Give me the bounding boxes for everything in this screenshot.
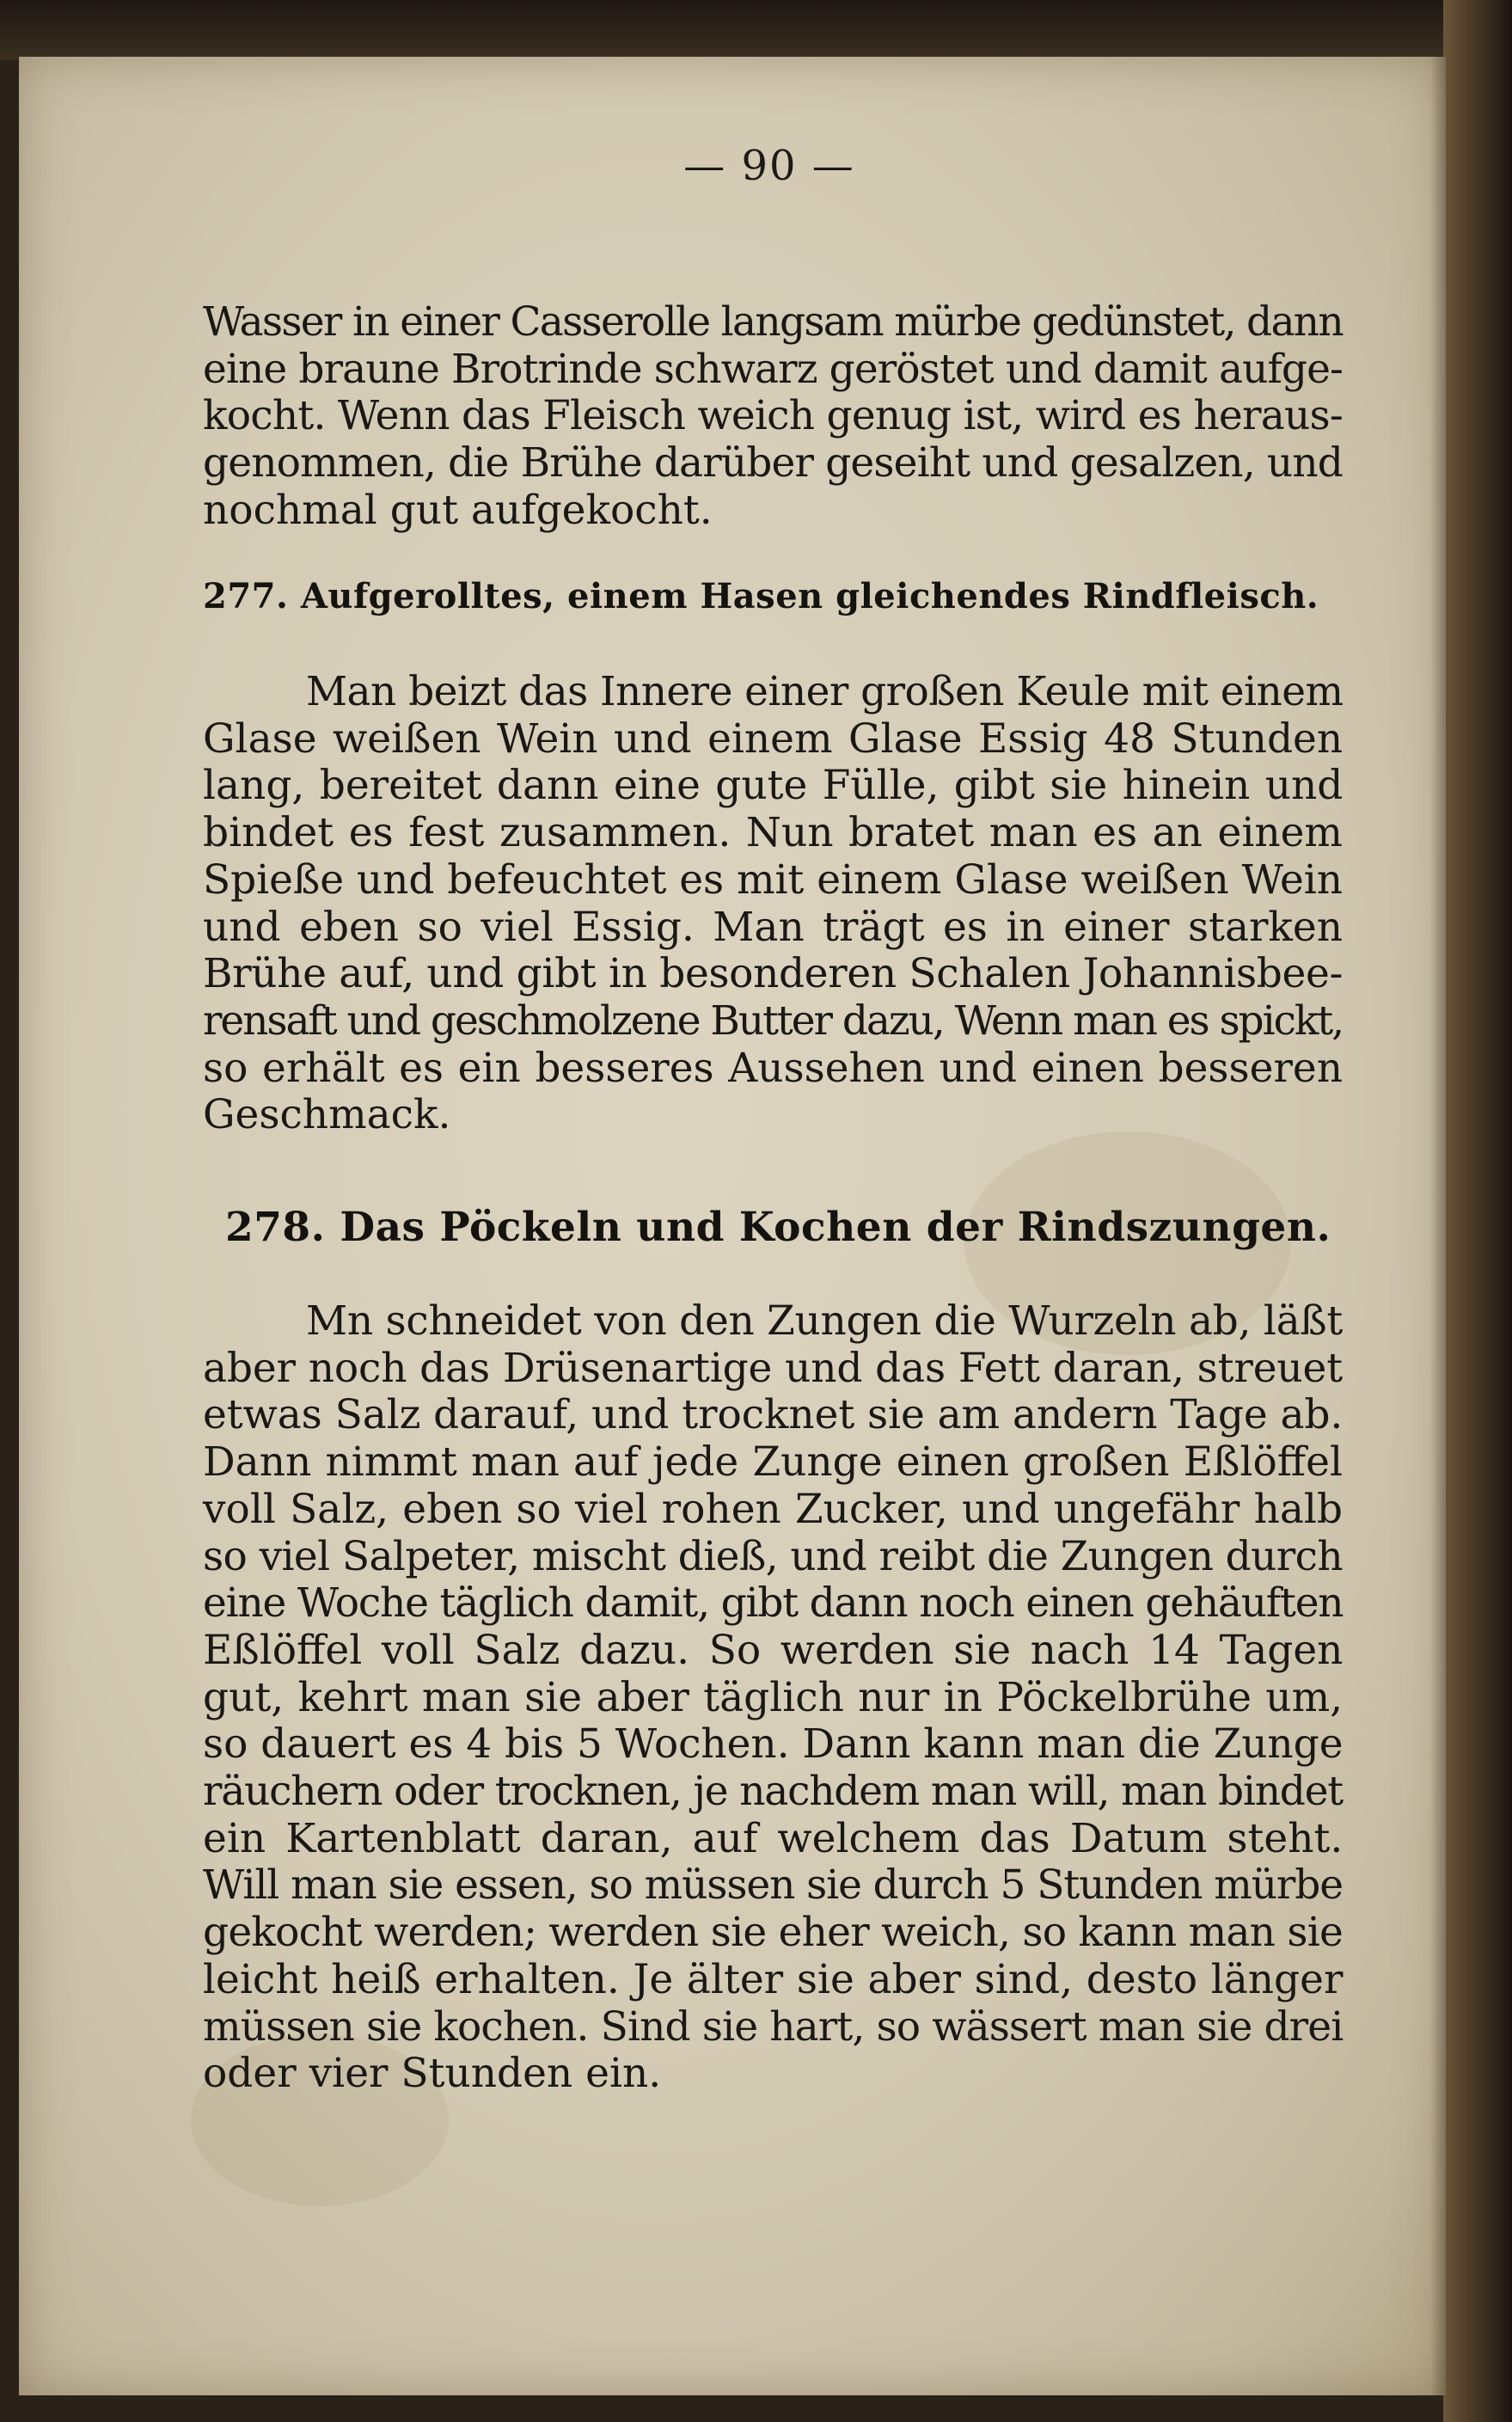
text-line: so dauert es 4 bis 5 Wochen. Dann kann man die Zunge: [203, 1720, 1344, 1769]
text-line: Eßlöffel voll Salz dazu. So werden sie nach 14 Tagen: [203, 1626, 1344, 1674]
text-line: gekocht werden; werden sie eher weich, so kann man sie: [203, 1909, 1344, 1957]
text-line: bindet es fest zusammen. Nun bratet man es an einem: [203, 809, 1343, 857]
recipe-277-body: [203, 669, 1343, 1139]
text-line: so viel Salpeter, mischt dieß, und reibt die Zungen durch: [203, 1532, 1343, 1580]
text-line: räuchern oder trocknen, je nachdem man will, man bindet: [203, 1768, 1343, 1816]
book-spine: [1443, 0, 1512, 2422]
text-line: so erhält es ein besseres Aussehen und einen besseren: [203, 1044, 1343, 1092]
text-line: und eben so viel Essig. Man trägt es in einer starken: [203, 903, 1343, 951]
intro-paragraph: [203, 299, 1343, 535]
text-line: rensaft und geschmolzene Butter dazu, Wenn man es spickt,: [203, 996, 1343, 1045]
text-line: Mn schneidet von den Zungen die Wurzeln ab, läßt: [306, 1297, 1343, 1345]
text-line: Wasser in einer Casserolle langsam mürbe gedünstet, dann: [203, 298, 1343, 346]
text-line: etwas Salz darauf, und trocknet sie am andern Tage ab.: [203, 1391, 1344, 1439]
text-line: leicht heiß erhalten. Je älter sie aber sind, desto länger: [203, 1955, 1344, 2003]
text-line: eine Woche täglich damit, gibt dann noch einen gehäuften: [203, 1579, 1344, 1628]
text-line: Man beizt das Innere einer großen Keule mit einem: [306, 668, 1344, 715]
text-line: Dann nimmt man auf jede Zunge einen großen Eßlöffel: [203, 1438, 1343, 1487]
text-line: gut, kehrt man sie aber täglich nur in Pöckelbrühe um,: [203, 1673, 1344, 1721]
text-line: Geschmack.: [203, 1091, 451, 1139]
text-line: lang, bereitet dann eine gute Fülle, gibt sie hinein und: [203, 762, 1344, 810]
text-line: müssen sie kochen. Sind sie hart, so wässert man sie drei: [203, 2002, 1344, 2051]
page-edge-shadow: [1430, 57, 1446, 2395]
recipe-277-heading: 277. Aufgerolltes, einem Hasen gleichendes Rindfleisch.: [203, 576, 1319, 616]
text-line: ein Kartenblatt daran, auf welchem das Datum steht.: [203, 1814, 1344, 1862]
text-line: Glase weißen Wein und einem Glase Essig 48 Stunden: [203, 714, 1344, 763]
text-line: eine braune Brotrinde schwarz geröstet und damit aufge-: [203, 345, 1343, 393]
text-line: Brühe auf, und gibt in besonderen Schalen Johannisbee-: [203, 950, 1343, 998]
recipe-278-heading: 278. Das Pöckeln und Kochen der Rindszungen.: [225, 1204, 1331, 1251]
recipe-278-body: [203, 1298, 1343, 2098]
text-line: oder vier Stunden ein.: [203, 2050, 662, 2098]
book-shadow-top: [0, 0, 1512, 60]
text-line: nochmal gut aufgekocht.: [203, 486, 713, 534]
text-line: genommen, die Brühe darüber geseiht und gesalzen, und: [203, 439, 1343, 487]
text-line: Will man sie essen, so müssen sie durch 5 Stunden mürbe: [203, 1861, 1343, 1910]
text-line: aber noch das Drüsenartige und das Fett daran, streuet: [203, 1344, 1343, 1392]
text-line: voll Salz, eben so viel rohen Zucker, und ungefähr halb: [203, 1485, 1343, 1533]
text-line: Spieße und befeuchtet es mit einem Glase weißen Wein: [203, 855, 1343, 904]
text-line: kocht. Wenn das Fleisch weich genug ist, wird es heraus-: [203, 392, 1343, 440]
page-number: — 90 —: [683, 142, 855, 190]
